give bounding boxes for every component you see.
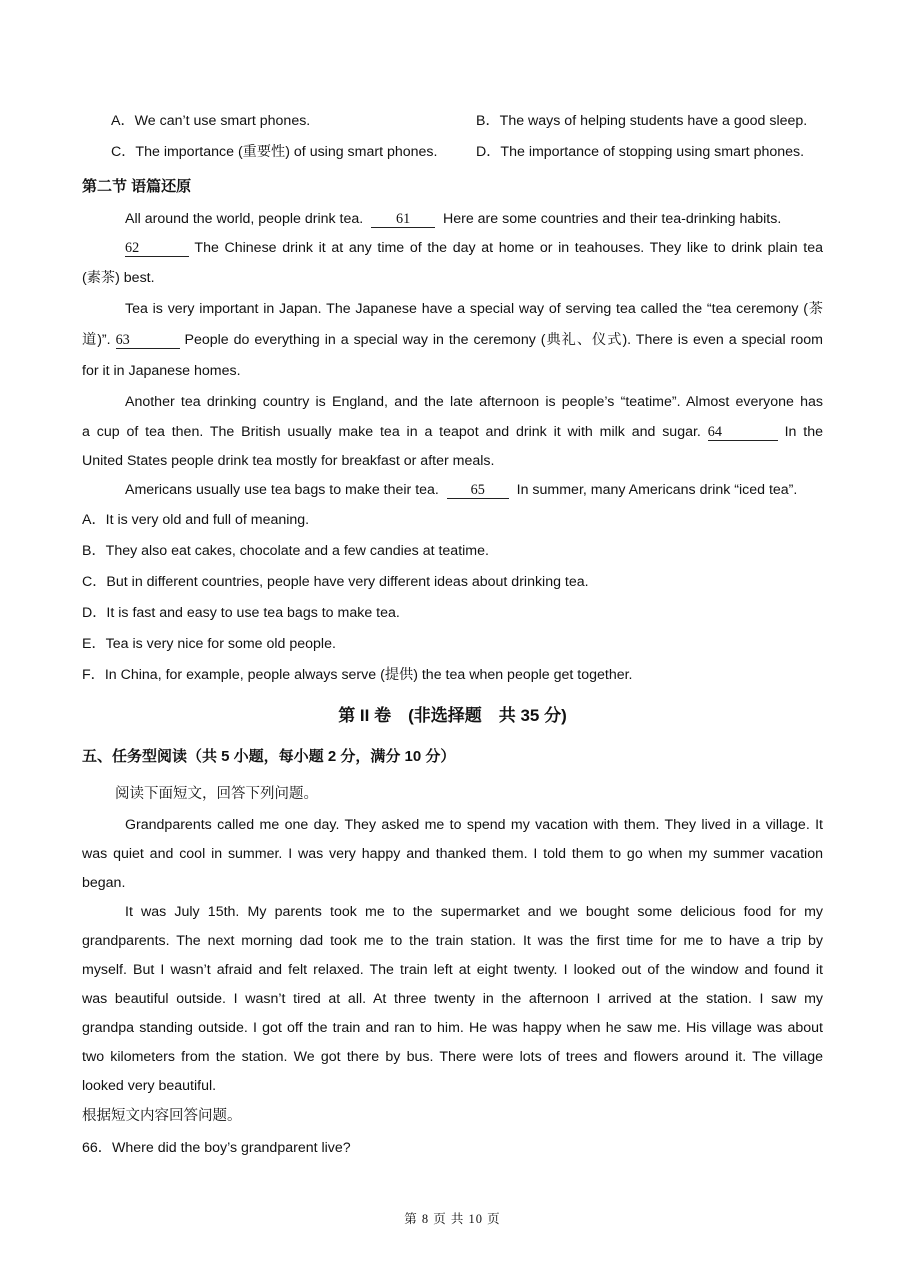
s5-para2-line5: grandpa standing outside. I got off the train and ran to him. He was happy when he saw me. His village was about: [82, 1020, 823, 1036]
s5-para2-line3: myself. But I wasn’t afraid and felt relaxed. The train left at eight twenty. I looked out of the window and found it: [82, 962, 823, 978]
s2-option-a: A．It is very old and full of meaning.: [82, 512, 310, 528]
s2-para3-line2: [82, 330, 823, 350]
s2-para2-chinese: 素茶: [86, 270, 116, 286]
s2-option-c: C．But in different countries, people have very different ideas about drinking tea.: [82, 574, 589, 590]
s2-option-f: [82, 665, 633, 685]
s2-option-f-text: F．In China, for example, people always serve (: [82, 667, 385, 683]
part2-title: 第 II 卷 (非选择题 共 35 分): [338, 706, 567, 725]
s2-para2-line1: [125, 238, 823, 258]
s2-option-f-text-end: ) the tea when people get together.: [413, 667, 633, 683]
s2-para3-text: Tea is very important in Japan. The Japanese have a special way of serving tea called the “tea ceremony (: [125, 301, 808, 317]
blank-65[interactable]: 65: [447, 482, 509, 499]
s2-para1-text: All around the world, people drink tea.: [125, 211, 364, 227]
s2-para3-chinese2: 道: [82, 332, 98, 348]
s5-para2-line4: was beautiful outside. I wasn’t tired at all. At three twenty in the afternoon I arrived at the station. I saw my: [82, 991, 823, 1007]
s2-para3-end: ). There is even a special room: [622, 332, 823, 348]
s5-para2-line6: two kilometers from the station. We got there by bus. There were lots of trees and flowers around it. The village: [82, 1049, 823, 1065]
s5-para2-line7: looked very beautiful.: [82, 1078, 217, 1094]
question-66: 66．Where did the boy’s grandparent live?: [82, 1140, 351, 1156]
s2-para1: [125, 209, 781, 229]
option-c-text-end: ) of using smart phones.: [285, 144, 438, 160]
blank-63[interactable]: 63: [116, 332, 180, 349]
s2-para2-paren: (: [82, 270, 87, 286]
option-c-prev: [111, 142, 437, 162]
blank-64[interactable]: 64: [708, 424, 778, 441]
s2-para3-chinese3: 典礼、仪式: [545, 332, 623, 348]
blank-61[interactable]: 61: [371, 211, 435, 228]
s2-para4-line3: United States people drink tea mostly for breakfast or after meals.: [82, 453, 495, 469]
option-c-text: C．The importance (: [111, 144, 243, 160]
blank-62[interactable]: 62: [125, 240, 189, 257]
s2-option-d: D．It is fast and easy to use tea bags to make tea.: [82, 605, 400, 621]
option-b-prev: B．The ways of helping students have a good sleep.: [476, 113, 808, 129]
s2-para3-line1: [125, 299, 823, 319]
s2-para4-text: a cup of tea then. The British usually make tea in a teapot and drink it with milk and sugar.: [82, 424, 701, 440]
s2-para1-text-end: Here are some countries and their tea-drinking habits.: [442, 211, 782, 227]
section2-heading: 第二节 语篇还原: [82, 178, 192, 195]
s2-para3-close: )”.: [97, 332, 111, 348]
s5-para2-line2: grandparents. The next morning dad took me to the train station. It was the first time for me to have a trip by: [82, 933, 823, 949]
s2-option-b: B．They also eat cakes, chocolate and a few candies at teatime.: [82, 543, 489, 559]
section5-instruction: 阅读下面短文，回答下列问题。: [115, 786, 318, 802]
s2-para4-line2: [82, 422, 823, 442]
s5-para1-line3: began.: [82, 875, 126, 891]
s2-para5-text: Americans usually use tea bags to make their tea.: [125, 482, 439, 498]
s2-para5-text-end: In summer, many Americans drink “iced tea”.: [516, 482, 798, 498]
s2-para2-end: ) best.: [115, 270, 155, 286]
page-footer: 第 8 页 共 10 页: [404, 1212, 501, 1226]
s5-para1-line1: Grandparents called me one day. They asked me to spend my vacation with them. They lived in a village. It: [125, 817, 823, 833]
option-c-chinese: 重要性: [242, 144, 286, 160]
s2-para2-text: The Chinese drink it at any time of the day at home or in teahouses. They like to drink plain tea: [194, 240, 823, 256]
s2-option-e: E．Tea is very nice for some old people.: [82, 636, 336, 652]
s2-option-f-chinese: 提供: [384, 667, 414, 683]
s2-para3-line3: for it in Japanese homes.: [82, 363, 241, 379]
section5-heading: 五、任务型阅读（共 5 小题，每小题 2 分，满分 10 分）: [82, 748, 456, 765]
option-d-prev: D．The importance of stopping using smart phones.: [476, 144, 805, 160]
s5-para1-line2: was quiet and cool in summer. I was very happy and thanked them. I told them to go when my summer vacation: [82, 846, 823, 862]
s2-para3-chinese: 茶: [807, 301, 823, 317]
s2-para5: [125, 480, 797, 500]
s2-para4-line1: Another tea drinking country is England, and the late afternoon is people’s “teatime”. Almost everyone has: [125, 394, 823, 410]
answer-instruction: 根据短文内容回答问题。: [82, 1108, 242, 1124]
s2-para4-text-end: In the: [784, 424, 823, 440]
s5-para2-line1: It was July 15th. My parents took me to the supermarket and we bought some delicious food for my: [125, 904, 823, 920]
s2-para3-mid: People do everything in a special way in the ceremony (: [184, 332, 546, 348]
option-a-prev: A．We can’t use smart phones.: [111, 113, 311, 129]
s2-para2-line2: [82, 268, 155, 288]
